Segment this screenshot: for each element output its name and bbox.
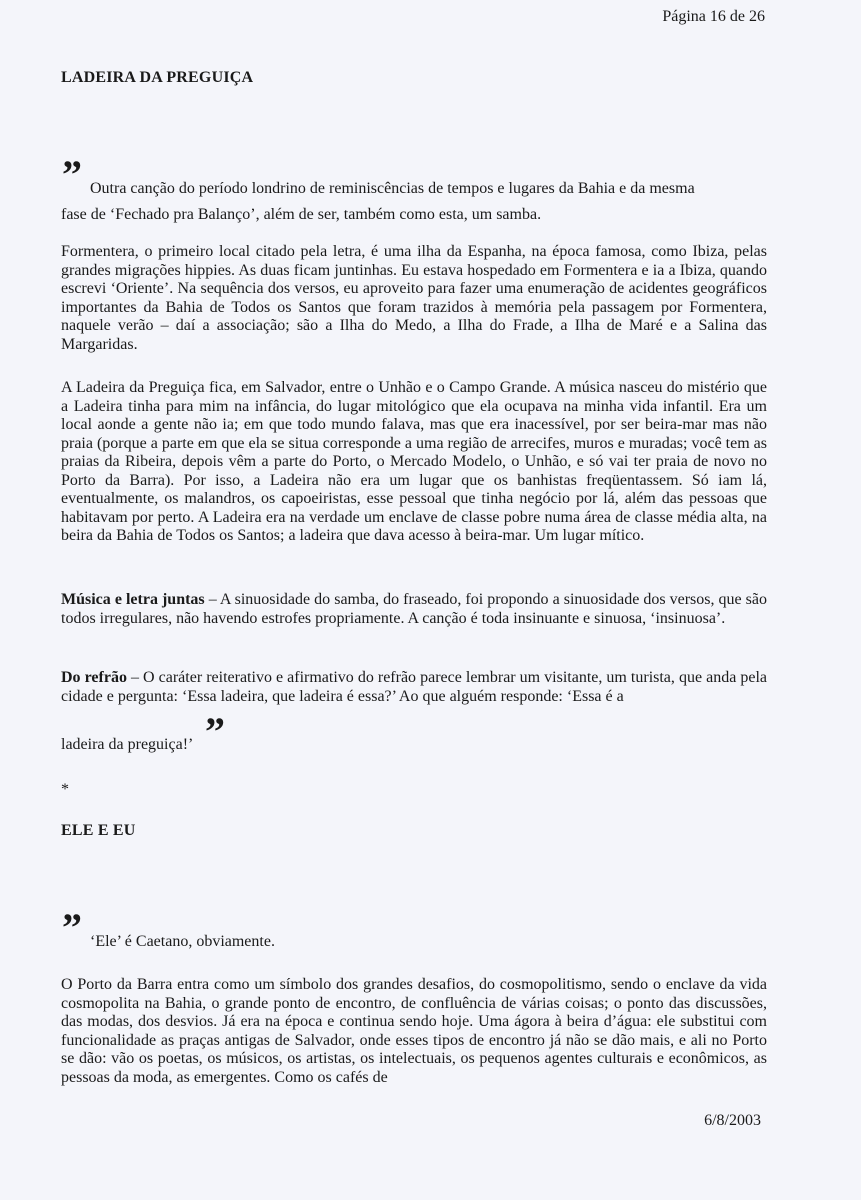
intro-line-2: fase de ‘Fechado pra Balanço’, além de ser, também como esta, um samba. bbox=[61, 206, 542, 223]
intro-line-1: Outra canção do período londrino de reminiscências de tempos e lugares da Bahia e da mesma bbox=[90, 180, 695, 197]
section-title-ladeira: LADEIRA DA PREGUIÇA bbox=[61, 69, 254, 86]
paragraph-musica-letra-lead: Música e letra juntas bbox=[61, 591, 205, 608]
footer-date: 6/8/2003 bbox=[704, 1112, 761, 1129]
quote-mark-close: ” bbox=[205, 709, 223, 754]
paragraph-refrao-lead: Do refrão bbox=[61, 669, 127, 686]
paragraph-porto-da-barra: O Porto da Barra entra como um símbolo dos grandes desafios, do cosmopolitismo, sendo o enclave da vida cosmopolita na Bahia, o grande ponto de encontro, de confluência de várias coisas; o ponto das discussões, das modas, dos desvios. Já era na época e continua sendo hoje. Uma ágora à beira d’água: ele substitui com funcionalidade as praças antigas de Salvador, onde esses tipos de encontro já não se dão mais, e ali no Porto se dão: vão os poetas, os músicos, os artistas, os intelectuais, os pequenos agentes culturais e econômicos, as pessoas da moda, as emergentes. Como os cafés de bbox=[61, 976, 767, 1086]
quote-mark-open: ” bbox=[62, 152, 80, 197]
section-title-ele-e-eu: ELE E EU bbox=[61, 822, 136, 839]
paragraph-musica-letra bbox=[61, 591, 767, 628]
section-separator: * bbox=[61, 781, 69, 798]
intro-ele: ‘Ele’ é Caetano, obviamente. bbox=[90, 933, 275, 950]
paragraph-refrao bbox=[61, 669, 767, 706]
paragraph-refrao-end: ladeira da preguiça!’ bbox=[61, 736, 194, 753]
paragraph-formentera: Formentera, o primeiro local citado pela letra, é uma ilha da Espanha, na época famosa, como Ibiza, pelas grandes migrações hippies. As duas ficam juntinhas. Eu estava hospedado em Formentera e ia a Ibiza, quando escrevi ‘Oriente’. Na sequência dos versos, eu aproveito para fazer uma enumeração de acidentes geográficos importantes da Bahia de Todos os Santos que foram trazidos à memória pela passagem por Formentera, naquele verão – daí a associação; são a Ilha do Medo, a Ilha do Frade, a Ilha de Maré e a Salina das Margaridas. bbox=[61, 243, 767, 353]
page-number: Página 16 de 26 bbox=[662, 8, 765, 25]
paragraph-ladeira: A Ladeira da Preguiça fica, em Salvador, entre o Unhão e o Campo Grande. A música nasceu do mistério que a Ladeira tinha para mim na infância, do lugar mitológico que ela ocupava na minha vida infantil. Era um local aonde a gente não ia; em que todo mundo falava, mas que era inacessível, por ser beira-mar mas não praia (porque a parte em que ela se situa corresponde a uma região de arrecifes, muros e muradas; você tem as praias da Ribeira, depois vêm a parte do Porto, o Mercado Modelo, o Unhão, e só vai ter praia de novo no Porto da Barra). Por isso, a Ladeira não era um lugar que os banhistas freqüentassem. Só iam lá, eventualmente, os malandros, os capoeiristas, esse pessoal que tinha negócio por lá, além das pessoas que habitavam por perto. A Ladeira era na verdade um enclave de classe pobre numa área de classe média alta, na beira da Bahia de Todos os Santos; a ladeira que dava acesso à beira-mar. Um lugar mítico. bbox=[61, 379, 767, 544]
quote-mark-open-2: ” bbox=[62, 905, 80, 950]
paragraph-musica-letra-text: – A sinuosidade do samba, do fraseado, foi propondo a sinuosidade dos versos, que são todos irregulares, não havendo estrofes propriamente. A canção é toda insinuante e sinuosa, ‘insinuosa’. bbox=[61, 591, 768, 627]
paragraph-refrao-text: – O caráter reiterativo e afirmativo do refrão parece lembrar um visitante, um turista, que anda pela cidade e pergunta: ‘Essa ladeira, que ladeira é essa?’ Ao que alguém responde: ‘Essa é a bbox=[61, 669, 768, 705]
